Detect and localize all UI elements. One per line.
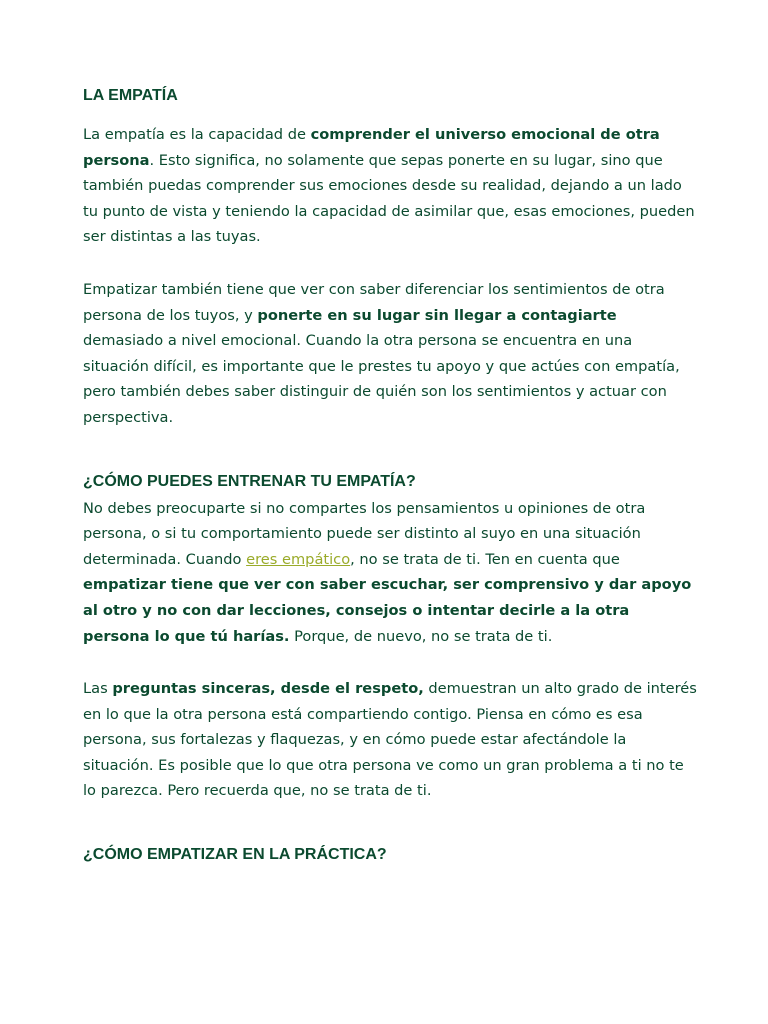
paragraph-text: Empatizar también tiene que ver con saber diferenciar los sentimientos de otra persona de los tuyos, y (83, 280, 665, 324)
bold-text: preguntas sinceras, desde el respeto, (112, 680, 424, 698)
section-heading-empatia: LA EMPATÍA (83, 87, 178, 104)
bold-text: comprender el universo emocional de otra persona (83, 126, 660, 169)
section-heading-practica: ¿CÓMO EMPATIZAR EN LA PRÁCTICA? (83, 846, 387, 864)
paragraph-text: demasiado a nivel emocional. Cuando la otra persona se encuentra en una situación difícil, es importante que le prestes tu apoyo y que actúes con empatía, pero también debes saber distinguir de quién son los sentimientos y actuar con perspectiva. (83, 332, 680, 426)
paragraph-text: , no se trata de ti. Ten en cuenta que (350, 550, 620, 568)
paragraph-text: . Esto significa, no solamente que sepas ponerte en su lugar, sino que también puedas comprender sus emociones desde su realidad, dejando a un lado tu punto de vista y teniendo la capacidad de asimilar que, esas emociones, pueden ser distintas a las tuyas. (83, 151, 695, 246)
paragraph-text: No debes preocuparte si no compartes los pensamientos u opiniones de otra persona, o si tu comportamiento puede ser distinto al suyo en una situación determinada. Cuando (83, 499, 646, 568)
paragraph-text: Las (83, 680, 113, 698)
document-page (83, 85, 698, 866)
bold-text: empatizar tiene que ver con saber escuchar, ser comprensivo y dar apoyo al otro y no con dar lecciones, consejos o intentar decirle a la otra persona lo que tú harías. (83, 576, 692, 645)
paragraph-definition (83, 122, 698, 250)
bold-text: ponerte en su lugar sin llegar a contagiarte (257, 306, 617, 324)
link-eres-empatico[interactable]: eres empático (246, 550, 351, 568)
paragraph-text: Porque, de nuevo, no se trata de ti. (289, 627, 553, 645)
section-heading-entrenar: ¿CÓMO PUEDES ENTRENAR TU EMPATÍA? (83, 472, 416, 490)
paragraph-preguntas (83, 676, 698, 804)
paragraph-empatizar (83, 277, 698, 431)
paragraph-preocuparte (83, 496, 698, 650)
paragraph-text: La empatía es la capacidad de (83, 126, 311, 143)
paragraph-text: demuestran un alto grado de interés en lo que la otra persona está compartiendo contigo. Piensa en cómo es esa persona, sus fortalezas y flaquezas, y en cómo puede estar afectándole la situación. Es posible que lo que otra persona ve como un gran problema a ti no te lo parezca. Pero recuerda que, no se trata de ti. (83, 680, 697, 800)
